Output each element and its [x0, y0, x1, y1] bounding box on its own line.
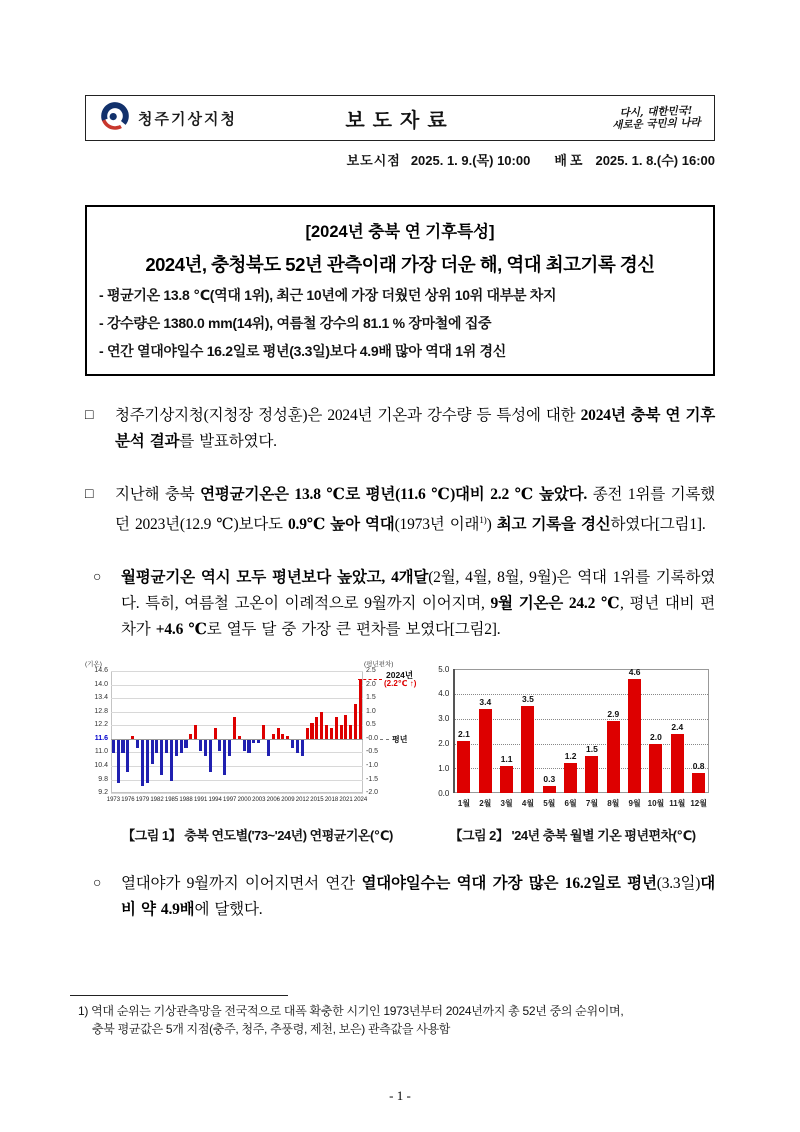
bar-month-8: [607, 721, 620, 793]
headline-subtitle: [2024년 충북 연 기후특성]: [305, 223, 495, 241]
bar-month-10: [649, 744, 662, 794]
x-axis-tick: 2월: [479, 799, 492, 809]
gridline: [111, 766, 363, 767]
slogan-line2: 새로운 국민의 나라: [611, 116, 701, 132]
bar-1990: [194, 725, 197, 739]
gridline: [111, 739, 363, 740]
bar-2021: [344, 715, 347, 739]
bar-2003: [257, 740, 260, 743]
x-axis-tick: 2009: [281, 797, 295, 804]
paragraph-text: 월평균기온 역시 모두 평년보다 높았고, 4개달(2월, 4월, 8월, 9월)은 역대 1위를 기록하였다. 특히, 여름철 고온이 이례적으로 9월까지 이어지며, 9월 기온은 24.2 ℃, 평년 대비 편차가 +4.6 ℃로 열두 달 중 가장 큰 편차를 보였다[그림2].: [121, 569, 715, 639]
y-axis-tick-left: 14.6: [94, 667, 108, 675]
y-axis-tick-right: -1.5: [366, 775, 379, 783]
bar-2023: [354, 704, 357, 739]
annotation-pointer: [358, 679, 382, 680]
paragraph: [85, 403, 715, 455]
bar-1992: [204, 740, 207, 756]
document-type-title: 보도자료: [345, 109, 455, 132]
bar-1976: [126, 740, 129, 773]
y-axis-tick-right: 1.0: [366, 707, 376, 715]
release-dateline: [85, 150, 715, 169]
x-axis-tick: 2018: [324, 797, 339, 804]
y-axis-tick: 5.0: [438, 664, 450, 674]
y-axis-tick-right: -0.5: [366, 748, 379, 756]
bar-value-label: 4.6: [628, 667, 641, 678]
bar-1979: [141, 740, 144, 786]
bar-value-label: 0.8: [692, 761, 705, 772]
paragraph-bullet: □: [85, 487, 94, 502]
bar-2016: [320, 712, 323, 739]
release-time-label: 보도시점: [346, 153, 401, 168]
normal-line-pointer: [380, 739, 389, 740]
y-axis-tick-right: -0.0: [366, 734, 379, 742]
x-axis-tick: 11월: [669, 799, 686, 809]
annotation-year: 2024년: [386, 670, 414, 681]
y-axis-tick-left: 12.2: [94, 721, 108, 729]
bar-value-label: 0.3: [543, 773, 556, 784]
bar-value-label: 2.0: [650, 731, 662, 742]
y-axis-tick-right: -2.0: [366, 789, 379, 797]
paragraph-bullet: ○: [93, 570, 102, 586]
slogan-calligraphy: [611, 104, 700, 131]
paragraph-text: 지난해 충북 연평균기온은 13.8 ℃로 평년(11.6 ℃)대비 2.2 ℃ 높았다. 종전 1위를 기록했던 2023년(12.9 ℃)보다도 0.9℃ 높아 역대(1973년 이래$^{1)}$) 최고 기록을 경신하였다[그림1].: [115, 486, 715, 534]
bar-value-label: 1.1: [500, 753, 513, 764]
bar-1981: [151, 740, 154, 764]
x-axis-tick: 1988: [179, 797, 193, 804]
gridline: [111, 752, 363, 753]
bar-1984: [165, 740, 168, 754]
bar-2011: [296, 740, 299, 754]
gridline: [111, 780, 363, 781]
bar-1974: [117, 740, 120, 783]
bar-month-12: [692, 773, 705, 793]
headline-bullet-1: - 평균기온 13.8 ℃(역대 1위), 최근 10년에 가장 더웠던 상위 10위 대부분 차지: [99, 287, 557, 303]
footnote-line1: 1) 역대 순위는 기상관측망을 전국적으로 대폭 확충한 시기인 1973년부터 2024년까지 총 52년 중의 순위이며,: [78, 1004, 624, 1018]
headline-bullet-3: - 연간 열대야일수 16.2일로 평년(3.3일)보다 4.9배 많아 역대 1위 경신: [99, 343, 506, 359]
gridline: [111, 712, 363, 713]
x-axis-tick: 1994: [208, 797, 222, 804]
bar-month-9: [628, 679, 641, 793]
footnote-divider: [70, 995, 288, 996]
bar-2007: [277, 728, 280, 739]
paragraph-bullet: □: [85, 408, 94, 423]
bar-1989: [189, 734, 192, 739]
bar-month-6: [564, 763, 577, 793]
gridline: [111, 698, 363, 699]
figure1-caption: 【그림 1】 충북 연도별('73~'24년) 연평균기온(℃): [122, 828, 393, 844]
y-axis-tick: 4.0: [438, 689, 450, 699]
bar-2024: [359, 679, 362, 739]
content-area: [85, 0, 715, 923]
bar-2019: [335, 717, 338, 739]
bar-1998: [233, 717, 236, 739]
bar-2013: [306, 728, 309, 739]
bar-2006: [272, 734, 275, 739]
bar-2018: [330, 728, 333, 739]
axis-title-right: (평년편차): [364, 661, 394, 669]
footnote: [78, 1003, 738, 1038]
gridline: [454, 719, 708, 720]
y-axis-tick: 1.0: [438, 763, 450, 773]
bar-1993: [209, 740, 212, 773]
paragraph: [85, 482, 715, 538]
bar-2020: [340, 725, 343, 739]
x-axis-tick: 7월: [585, 799, 599, 809]
bar-1997: [228, 740, 231, 756]
bar-1982: [155, 740, 158, 754]
x-axis-tick: 1979: [135, 797, 150, 804]
y-axis-tick-right: 1.5: [366, 694, 376, 702]
bar-1991: [199, 740, 202, 751]
x-axis-tick: 10월: [647, 799, 665, 809]
y-axis-tick-left: 9.8: [98, 775, 108, 783]
x-axis-tick: 12월: [690, 799, 707, 809]
header-box: [85, 95, 715, 141]
bar-2000: [243, 740, 246, 751]
paragraph: [85, 871, 715, 923]
y-axis-tick-left: 11.6: [94, 734, 108, 742]
figure-captions-row: [85, 825, 715, 844]
release-time-value: 2025. 1. 9.(목) 10:00: [410, 153, 531, 168]
bar-2005: [267, 740, 270, 756]
paragraph-text: 청주기상지청(지청장 정성훈)은 2024년 기온과 강수량 등 특성에 대한 2024년 충북 연 기후분석 결과를 발표하였다.: [115, 407, 715, 450]
body-paragraphs: [85, 403, 715, 643]
bar-month-11: [671, 734, 684, 794]
bar-1977: [131, 736, 134, 739]
bar-value-label: 2.1: [458, 729, 470, 740]
x-axis-tick: 2003: [252, 797, 266, 804]
y-axis-tick: 2.0: [438, 739, 450, 749]
x-axis-tick: 2012: [295, 797, 310, 804]
x-axis-tick: 1976: [121, 797, 135, 804]
x-axis-tick: 1997: [223, 797, 237, 804]
x-axis-tick: 6월: [564, 799, 577, 809]
x-axis-tick: 1월: [457, 799, 471, 809]
bar-1975: [121, 740, 124, 754]
paragraph: [85, 565, 715, 643]
bar-1995: [218, 740, 221, 751]
bar-month-1: [457, 741, 470, 793]
x-axis-tick: 2024: [353, 797, 368, 804]
axis-title-left: (기온): [85, 661, 102, 669]
bar-1986: [175, 740, 178, 756]
slogan-line1: 다시, 대한민국!: [618, 104, 693, 120]
bar-value-label: 3.4: [479, 696, 492, 707]
y-axis-tick-right: 0.5: [366, 721, 376, 729]
distribute-label: 배포: [554, 153, 586, 168]
y-axis-tick: 0.0: [438, 788, 450, 798]
annotation-value: (2.2℃ ↑): [384, 679, 417, 689]
y-axis-tick-right: 2.0: [366, 680, 376, 688]
bar-2004: [262, 725, 265, 739]
bar-2009: [286, 736, 289, 739]
bar-2014: [310, 723, 313, 739]
gridline: [111, 685, 363, 686]
bar-value-label: 3.5: [522, 694, 534, 705]
bar-2001: [247, 740, 250, 754]
bar-2010: [291, 740, 294, 748]
bar-1994: [214, 728, 217, 739]
x-axis-tick: 4월: [521, 799, 535, 809]
bar-2017: [325, 725, 328, 739]
bar-2022: [349, 725, 352, 739]
x-axis-tick: 5월: [543, 799, 556, 809]
page-number: - 1 -: [389, 1088, 411, 1103]
y-axis-tick-left: 14.0: [94, 680, 108, 688]
bar-value-label: 1.5: [586, 743, 598, 754]
bar-1978: [136, 740, 139, 748]
normal-label: 평년: [392, 734, 408, 744]
bar-month-4: [521, 706, 534, 793]
x-axis-tick: 3월: [500, 799, 513, 809]
gridline: [111, 671, 363, 672]
x-axis-tick: 2021: [339, 797, 353, 804]
figures-row: [85, 657, 715, 819]
x-axis-tick: 1985: [164, 797, 179, 804]
bar-1987: [180, 740, 183, 754]
agency-name: 청주기상지청: [138, 110, 237, 128]
y-axis-tick-left: 11.0: [94, 748, 108, 756]
bar-1973: [112, 740, 115, 754]
y-axis-tick-right: -1.0: [366, 762, 379, 770]
bar-month-5: [543, 786, 556, 793]
distribute-value: 2025. 1. 8.(수) 16:00: [595, 153, 715, 168]
figure2-monthly-anomaly-chart: [425, 657, 715, 819]
y-axis-tick-left: 9.2: [98, 789, 108, 797]
gridline: [454, 694, 708, 695]
bar-1999: [238, 736, 241, 739]
paragraph-text: 열대야가 9월까지 이어지면서 연간 열대야일수는 역대 가장 많은 16.2일로 평년(3.3일)대비 약 4.9배에 달했다.: [121, 875, 715, 919]
bar-month-2: [479, 709, 492, 793]
bar-value-label: 1.2: [564, 751, 577, 762]
x-axis-tick: 8월: [607, 799, 620, 809]
bar-1988: [184, 740, 187, 748]
bar-value-label: 2.4: [671, 721, 684, 732]
bar-2015: [315, 717, 318, 739]
x-axis-tick: 2006: [266, 797, 281, 804]
x-axis-tick: 1991: [193, 797, 208, 804]
bar-1985: [170, 740, 173, 781]
y-axis-tick-left: 13.4: [94, 694, 108, 702]
headline-bullet-2: - 강수량은 1380.0 mm(14위), 여름철 강수의 81.1 % 장마철에 집중: [99, 315, 492, 331]
bar-month-7: [585, 756, 598, 793]
bar-2008: [281, 734, 284, 739]
x-axis-tick: 9월: [628, 799, 641, 809]
y-axis-tick-left: 12.8: [94, 707, 108, 715]
bar-1996: [223, 740, 226, 775]
x-axis-tick: 1982: [150, 797, 164, 804]
paragraph-bullet: ○: [93, 876, 102, 892]
headline-title: 2024년, 충청북도 52년 관측이래 가장 더운 해, 역대 최고기록 경신: [145, 254, 655, 275]
y-axis-tick-right: 2.5: [366, 667, 376, 675]
figure2-caption: 【그림 2】 '24년 충북 월별 기온 평년편차(℃): [449, 828, 696, 844]
x-axis-tick: 2000: [237, 797, 251, 804]
x-axis-tick: 1973: [106, 797, 121, 804]
bar-2002: [252, 740, 255, 743]
y-axis-tick-left: 10.4: [94, 762, 108, 770]
bar-1980: [146, 740, 149, 783]
footnote-line2: 충북 평균값은 5개 지점(충주, 청주, 추풍령, 제천, 보은) 관측값을 사용함: [92, 1021, 451, 1036]
x-axis-tick: 2015: [310, 797, 324, 804]
y-axis-tick: 3.0: [438, 714, 450, 724]
figure1-annual-temp-chart: [85, 657, 420, 819]
gridline: [111, 793, 363, 794]
bar-2012: [301, 740, 304, 756]
bar-value-label: 2.9: [607, 709, 620, 720]
bar-1983: [160, 740, 163, 775]
headline-box: [85, 205, 715, 376]
bar-month-3: [500, 766, 513, 793]
